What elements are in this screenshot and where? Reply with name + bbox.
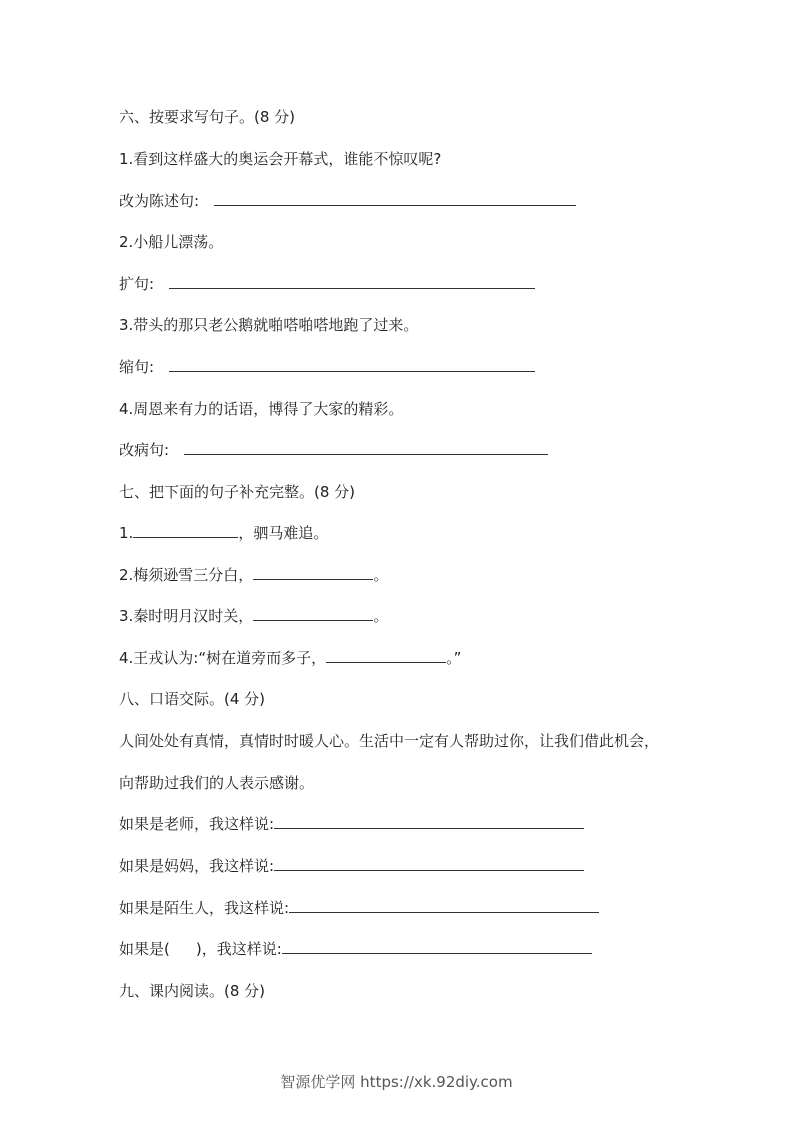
footer-watermark: 智源优学网 https://xk.92diy.com: [280, 1073, 513, 1091]
fill-item-3-blank[interactable]: [253, 606, 373, 621]
question-3-prompt: 缩句:: [119, 358, 155, 376]
fill-item-2-blank[interactable]: [253, 565, 373, 580]
question-4-answer-row: [119, 440, 548, 460]
section-seven-heading: 七、把下面的句子补充完整。(8 分): [119, 483, 356, 501]
question-3-answer-blank[interactable]: [169, 357, 535, 372]
question-2-text: 2.小船儿漂荡。: [119, 233, 224, 251]
fill-item-3-suffix: 。: [373, 607, 389, 625]
section-eight-heading: 八、口语交际。(4 分): [119, 690, 266, 708]
teacher-response-blank[interactable]: [274, 814, 584, 829]
question-2-answer-row: [119, 274, 535, 294]
fill-item-2-prefix: 2.梅须逊雪三分白，: [119, 566, 254, 584]
teacher-response-row: [119, 814, 584, 834]
fill-item-1-suffix: ，驷马难追。: [238, 524, 329, 542]
section-six-heading: 六、按要求写句子。(8 分): [119, 108, 296, 126]
custom-response-blank[interactable]: [282, 939, 592, 954]
mother-response-blank[interactable]: [274, 856, 584, 871]
section-eight-paragraph-line-2: 向帮助过我们的人表示感谢。: [119, 774, 315, 792]
fill-item-4-suffix: 。”: [446, 649, 462, 667]
section-eight-paragraph-line-1: 人间处处有真情，真情时时暖人心。生活中一定有人帮助过你，让我们借此机会，: [119, 732, 660, 750]
fill-item-2-suffix: 。: [373, 566, 389, 584]
question-1-prompt: 改为陈述句:: [119, 192, 200, 210]
custom-response-prefix: 如果是(: [119, 940, 170, 958]
custom-response-suffix: )，我这样说:: [195, 940, 282, 958]
mother-response-row: [119, 856, 584, 876]
question-4-prompt: 改病句:: [119, 441, 170, 459]
fill-item-4: [119, 648, 461, 668]
fill-item-2: [119, 565, 388, 585]
question-4-answer-blank[interactable]: [184, 440, 548, 455]
question-1-answer-row: [119, 191, 576, 211]
question-1-text: 1.看到这样盛大的奥运会开幕式，谁能不惊叹呢?: [119, 150, 442, 168]
question-3-text: 3.带头的那只老公鹅就啪嗒啪嗒地跑了过来。: [119, 316, 419, 334]
teacher-response-prompt: 如果是老师，我这样说:: [119, 815, 275, 833]
fill-item-4-blank[interactable]: [326, 648, 446, 663]
stranger-response-blank[interactable]: [289, 898, 599, 913]
question-2-prompt: 扩句:: [119, 275, 155, 293]
fill-item-1: [119, 523, 328, 543]
question-3-answer-row: [119, 357, 535, 377]
question-1-answer-blank[interactable]: [214, 191, 576, 206]
fill-item-1-blank[interactable]: [133, 523, 238, 538]
fill-item-3: [119, 606, 388, 626]
mother-response-prompt: 如果是妈妈，我这样说:: [119, 857, 275, 875]
section-nine-heading: 九、课内阅读。(8 分): [119, 982, 266, 1000]
fill-item-1-prefix: 1.: [119, 524, 134, 542]
stranger-response-prompt: 如果是陌生人，我这样说:: [119, 899, 290, 917]
question-2-answer-blank[interactable]: [169, 274, 535, 289]
fill-item-4-prefix: 4.王戎认为:“树在道旁而多子，: [119, 649, 327, 667]
custom-response-row: [119, 939, 592, 959]
stranger-response-row: [119, 898, 599, 918]
question-4-text: 4.周恩来有力的话语，博得了大家的精彩。: [119, 400, 404, 418]
fill-item-3-prefix: 3.秦时明月汉时关，: [119, 607, 254, 625]
